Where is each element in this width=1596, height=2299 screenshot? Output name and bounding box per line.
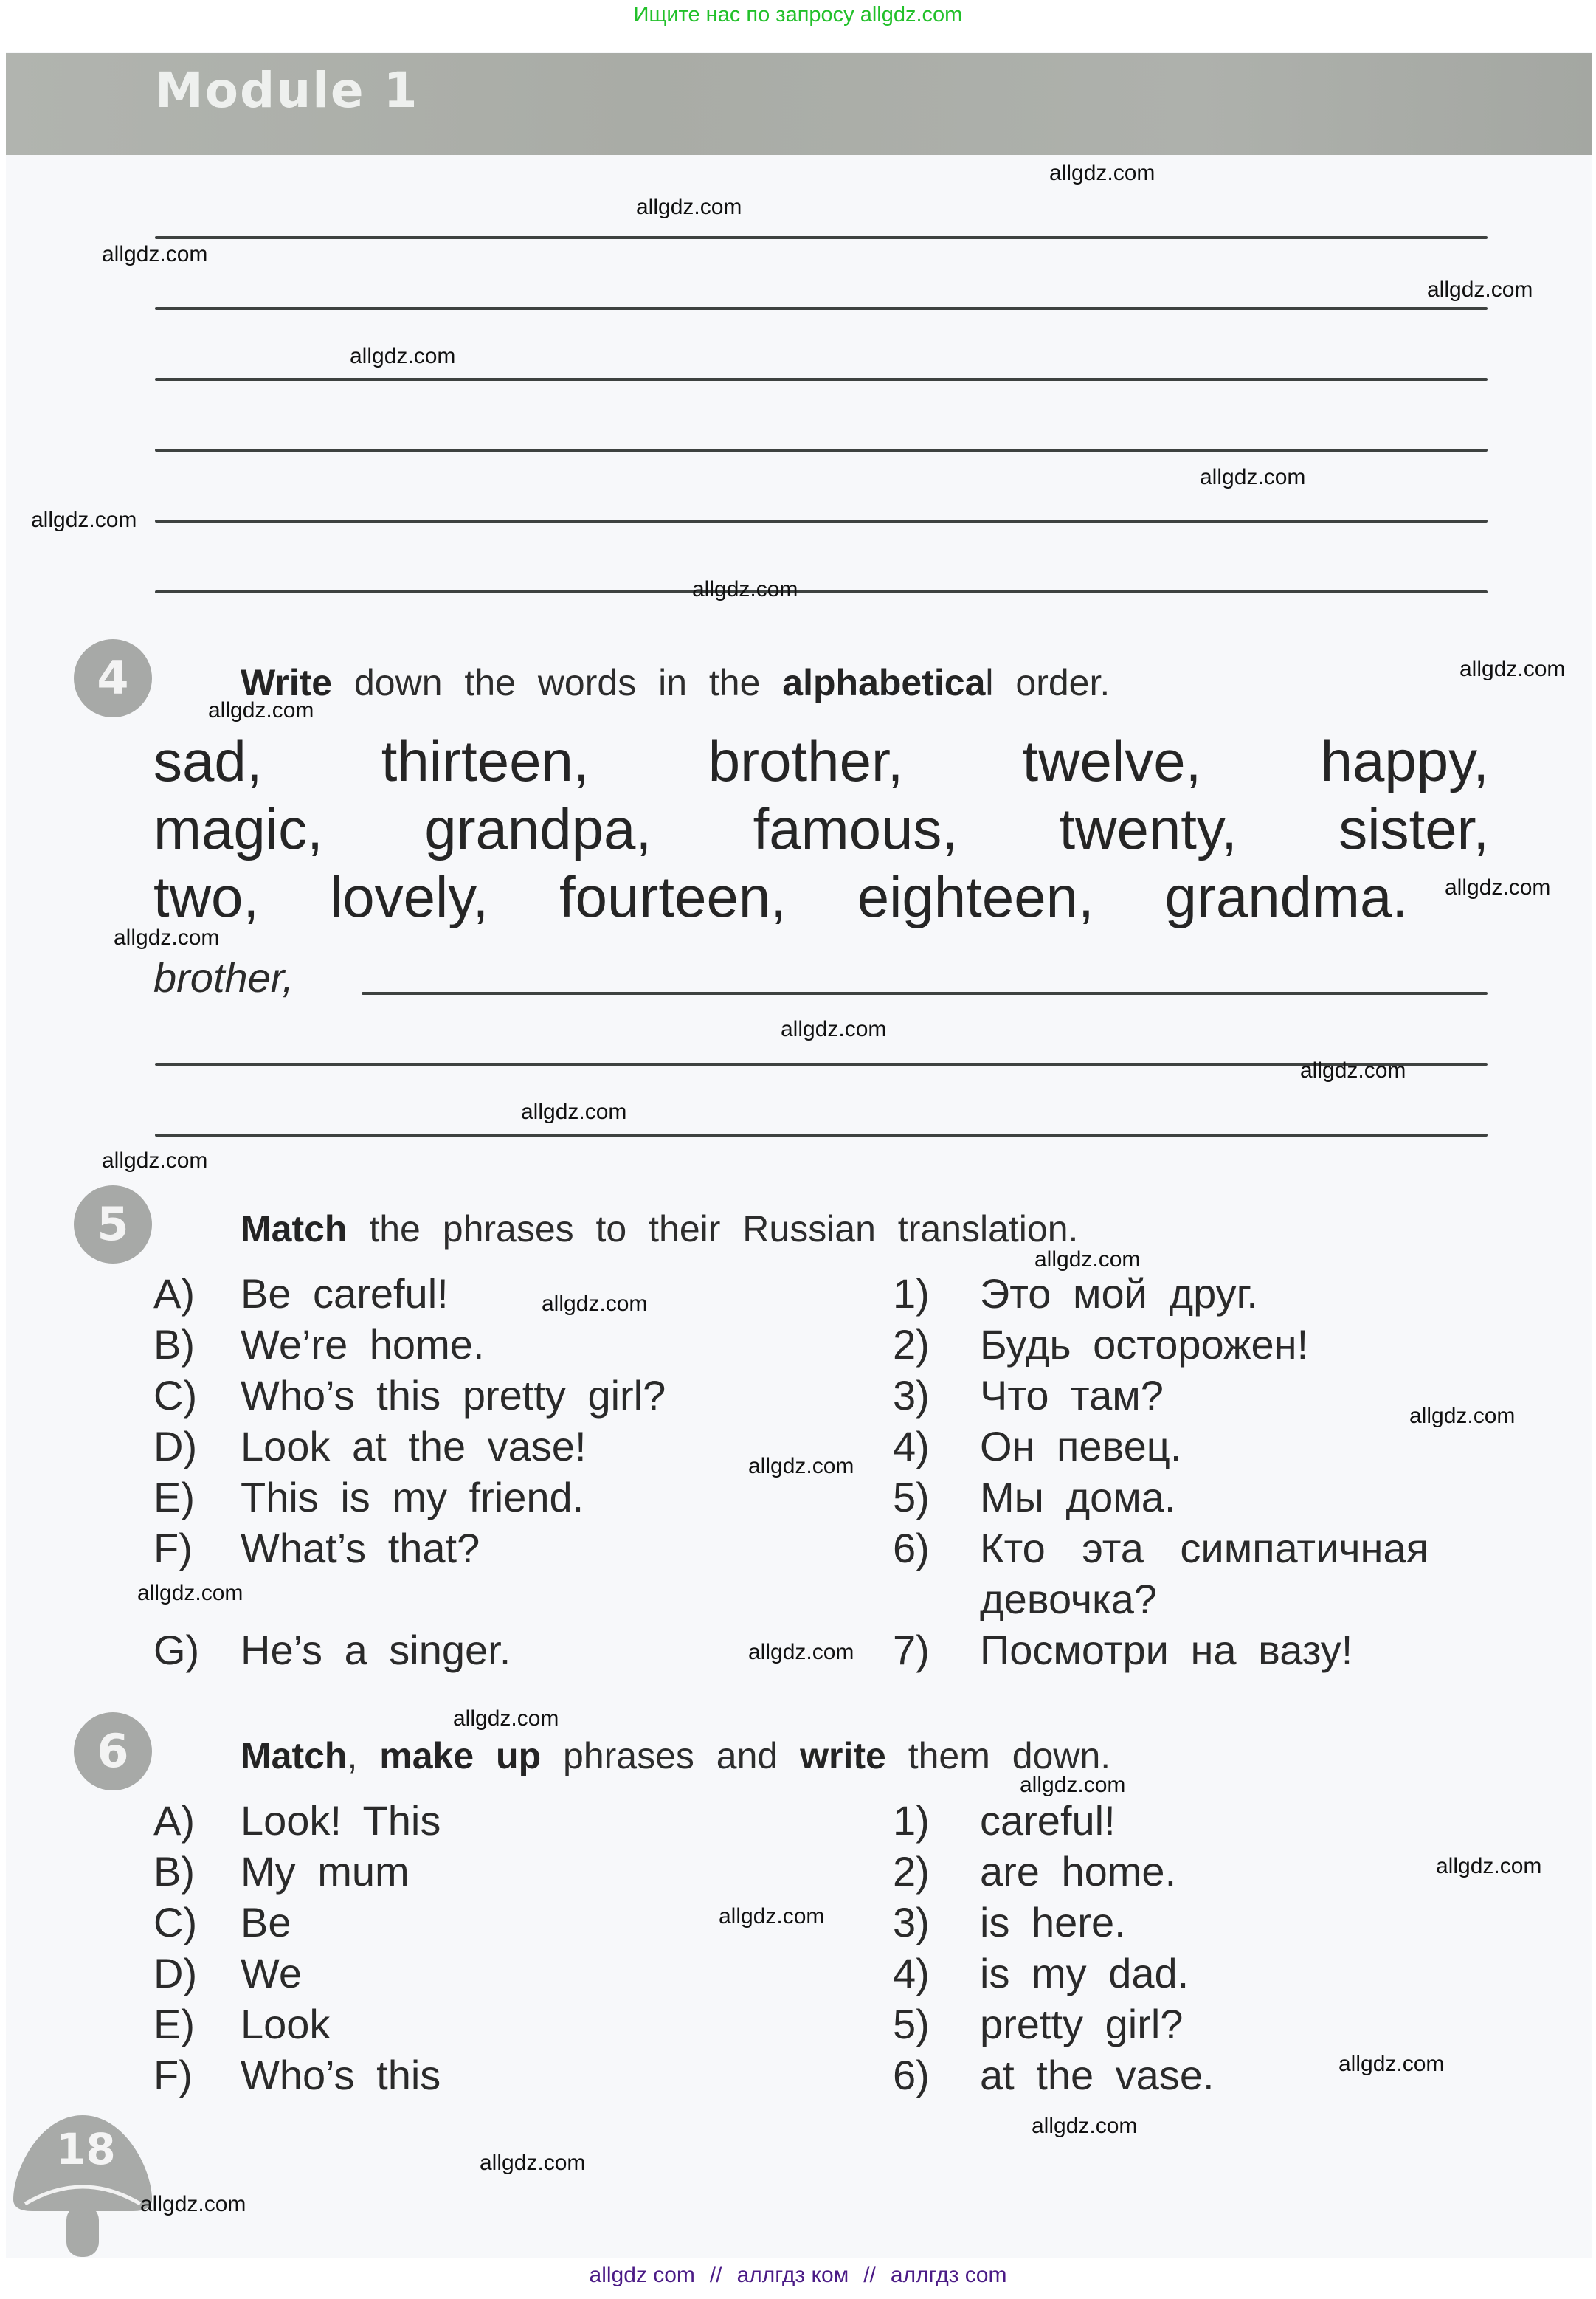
instruction-bold: Match <box>241 1735 348 1776</box>
word: eighteen, <box>857 864 1094 929</box>
watermark: allgdz.com <box>781 1017 887 1041</box>
item-text: Who’s this <box>241 2052 441 2098</box>
instruction-bold: write <box>800 1735 886 1776</box>
footer-link[interactable]: аллгдз com <box>890 2263 1007 2287</box>
watermark: allgdz.com <box>208 698 314 723</box>
answer-line[interactable] <box>155 449 1488 452</box>
watermark: allgdz.com <box>1300 1058 1406 1083</box>
phrase-item <box>153 1626 511 1674</box>
word: thirteen, <box>381 728 590 793</box>
watermark: allgdz.com <box>1338 2052 1445 2076</box>
watermark: allgdz.com <box>1200 465 1306 489</box>
translation-item <box>893 1524 1429 1572</box>
item-text: at the vase. <box>980 2052 1215 2098</box>
watermark: allgdz.com <box>1409 1404 1516 1428</box>
item-text: He’s a singer. <box>241 1627 511 1673</box>
watermark: allgdz.com <box>748 1454 854 1478</box>
phrase-start-item <box>153 2051 441 2099</box>
item-text: What’s that? <box>241 1525 480 1571</box>
item-label: B) <box>153 1321 195 1368</box>
word: two, <box>153 864 260 929</box>
item-label: 2) <box>893 1321 930 1368</box>
translation-item <box>893 1371 1164 1419</box>
module-title: Module 1 <box>155 62 419 119</box>
item-label: 3) <box>893 1899 930 1945</box>
exercise5-instruction <box>241 1207 1078 1250</box>
footer-separator: // <box>709 2263 722 2287</box>
instruction-text: them down. <box>885 1735 1111 1776</box>
watermark: allgdz.com <box>748 1640 854 1664</box>
translation-item <box>893 1422 1181 1470</box>
item-text: This is my friend. <box>241 1474 584 1520</box>
word: twenty, <box>1059 796 1237 861</box>
phrase-start-item <box>153 1949 302 1997</box>
watermark: allgdz.com <box>1049 161 1155 185</box>
translation-item <box>893 1269 1258 1317</box>
instruction-text: phrases and <box>541 1735 801 1776</box>
watermark: allgdz.com <box>453 1706 559 1731</box>
item-text: Look at the vase! <box>241 1423 587 1469</box>
answer-line[interactable] <box>362 992 1488 995</box>
phrase-end-item <box>893 2051 1215 2099</box>
item-label: F) <box>153 2052 193 2098</box>
watermark: allgdz.com <box>102 242 208 266</box>
answer-example-word: brother, <box>153 954 294 1001</box>
word-row <box>153 796 1489 863</box>
phrase-start-item <box>153 1796 441 1844</box>
instruction-text: l order. <box>985 662 1110 703</box>
exercise-number-badge: 5 <box>74 1185 152 1264</box>
phrase-start-item <box>153 1847 410 1895</box>
item-label: 1) <box>893 1797 930 1844</box>
word: famous, <box>753 796 958 861</box>
item-text: Кто эта симпатичная <box>980 1525 1429 1571</box>
item-text: Be <box>241 1899 291 1945</box>
item-text: Be careful! <box>241 1270 449 1317</box>
phrase-end-item <box>893 2000 1183 2048</box>
word: brother, <box>708 728 904 793</box>
footer-link[interactable]: аллгдз ком <box>736 2263 849 2287</box>
watermark: allgdz.com <box>1436 1854 1542 1878</box>
item-label: 7) <box>893 1627 930 1673</box>
item-text: pretty girl? <box>980 2001 1184 2047</box>
phrase-start-item <box>153 1898 291 1946</box>
word: happy, <box>1320 728 1489 793</box>
item-text: We <box>241 1950 302 1996</box>
item-label: E) <box>153 2001 195 2047</box>
instruction-text: , <box>347 1735 380 1776</box>
top-banner[interactable]: Ищите нас по запросу allgdz.com <box>633 3 963 27</box>
word: lovely, <box>329 864 489 929</box>
item-text: девочка? <box>980 1576 1158 1622</box>
footer-links <box>0 2263 1596 2288</box>
phrase-item <box>153 1320 484 1368</box>
item-label: 5) <box>893 2001 930 2047</box>
watermark: allgdz.com <box>114 926 220 950</box>
watermark: allgdz.com <box>1034 1247 1141 1272</box>
word-row <box>153 864 1408 931</box>
watermark: allgdz.com <box>350 344 456 368</box>
phrase-end-item <box>893 1796 1116 1844</box>
item-label: 1) <box>893 1270 930 1317</box>
watermark: allgdz.com <box>636 195 742 219</box>
watermark: allgdz.com <box>1459 657 1566 681</box>
item-label: D) <box>153 1423 198 1469</box>
word: sister, <box>1338 796 1489 861</box>
phrase-item <box>153 1524 480 1572</box>
answer-line[interactable] <box>155 1063 1488 1066</box>
phrase-end-item <box>893 1898 1126 1946</box>
item-text: is my dad. <box>980 1950 1189 1996</box>
phrase-item <box>153 1473 584 1521</box>
exercise6-instruction <box>241 1734 1110 1777</box>
phrase-item <box>153 1422 587 1470</box>
item-text: Мы дома. <box>980 1474 1176 1520</box>
item-label: 6) <box>893 2052 930 2098</box>
item-label: 3) <box>893 1372 930 1419</box>
item-label: B) <box>153 1848 195 1895</box>
watermark: allgdz.com <box>102 1148 208 1173</box>
footer-link[interactable]: allgdz com <box>589 2263 695 2287</box>
item-text: Он певец. <box>980 1423 1182 1469</box>
word: fourteen, <box>559 864 787 929</box>
item-text: Это мой друг. <box>980 1270 1258 1317</box>
answer-line[interactable] <box>155 307 1488 310</box>
watermark: allgdz.com <box>542 1292 648 1316</box>
item-text: We’re home. <box>241 1321 485 1368</box>
phrase-item <box>153 1269 449 1317</box>
watermark: allgdz.com <box>137 1581 243 1605</box>
instruction-bold: Match <box>241 1208 348 1250</box>
translation-item <box>893 1473 1175 1521</box>
exercise4-instruction <box>241 661 1110 704</box>
item-label: 2) <box>893 1848 930 1895</box>
exercise-number-badge: 4 <box>74 639 152 717</box>
translation-item <box>893 1626 1353 1674</box>
item-text: are home. <box>980 1848 1177 1895</box>
item-label: F) <box>153 1525 193 1571</box>
page-number: 18 <box>56 2124 116 2174</box>
word: twelve, <box>1022 728 1202 793</box>
item-label: D) <box>153 1950 198 1996</box>
instruction-bold: alphabetica <box>782 662 986 703</box>
instruction-text: down the words in the <box>332 662 783 703</box>
translation-item-continuation <box>980 1575 1157 1623</box>
item-label: E) <box>153 1474 195 1520</box>
word-row <box>153 728 1489 795</box>
answer-line[interactable] <box>155 520 1488 523</box>
translation-item <box>893 1320 1308 1368</box>
item-text: Будь осторожен! <box>980 1321 1309 1368</box>
item-text: Look! This <box>241 1797 441 1844</box>
footer-separator: // <box>863 2263 876 2287</box>
item-label: A) <box>153 1270 195 1317</box>
watermark: allgdz.com <box>1020 1773 1126 1797</box>
item-text: Who’s this pretty girl? <box>241 1372 666 1419</box>
watermark: allgdz.com <box>521 1100 627 1124</box>
word: sad, <box>153 728 263 793</box>
item-label: 6) <box>893 1525 930 1571</box>
item-text: is here. <box>980 1899 1126 1945</box>
item-text: careful! <box>980 1797 1116 1844</box>
item-text: Look <box>241 2001 331 2047</box>
answer-line[interactable] <box>155 1134 1488 1137</box>
item-label: G) <box>153 1627 200 1673</box>
item-text: Посмотри на вазу! <box>980 1627 1353 1673</box>
word: grandpa, <box>424 796 652 861</box>
item-label: 5) <box>893 1474 930 1520</box>
watermark: allgdz.com <box>1427 278 1533 302</box>
watermark: allgdz.com <box>1445 875 1551 900</box>
instruction-text: the phrases to their Russian translation. <box>347 1208 1079 1250</box>
phrase-end-item <box>893 1949 1189 1997</box>
item-label: A) <box>153 1797 195 1844</box>
instruction-bold: make up <box>379 1735 542 1776</box>
watermark: allgdz.com <box>719 1904 825 1929</box>
instruction-bold: Write <box>241 662 333 703</box>
answer-line[interactable] <box>155 590 1488 593</box>
word: grandma. <box>1164 864 1408 929</box>
watermark: allgdz.com <box>140 2192 246 2216</box>
item-text: My mum <box>241 1848 410 1895</box>
answer-line[interactable] <box>155 378 1488 381</box>
watermark: allgdz.com <box>1032 2114 1138 2138</box>
phrase-item <box>153 1371 666 1419</box>
item-label: C) <box>153 1899 198 1945</box>
phrase-end-item <box>893 1847 1176 1895</box>
phrase-start-item <box>153 2000 330 2048</box>
item-label: 4) <box>893 1950 930 1996</box>
exercise-number-badge: 6 <box>74 1712 152 1790</box>
watermark: allgdz.com <box>31 508 137 532</box>
word: magic, <box>153 796 323 861</box>
item-text: Что там? <box>980 1372 1164 1419</box>
watermark: allgdz.com <box>692 577 798 602</box>
watermark: allgdz.com <box>480 2151 586 2175</box>
item-label: 4) <box>893 1423 930 1469</box>
item-label: C) <box>153 1372 198 1419</box>
answer-line[interactable] <box>155 236 1488 239</box>
